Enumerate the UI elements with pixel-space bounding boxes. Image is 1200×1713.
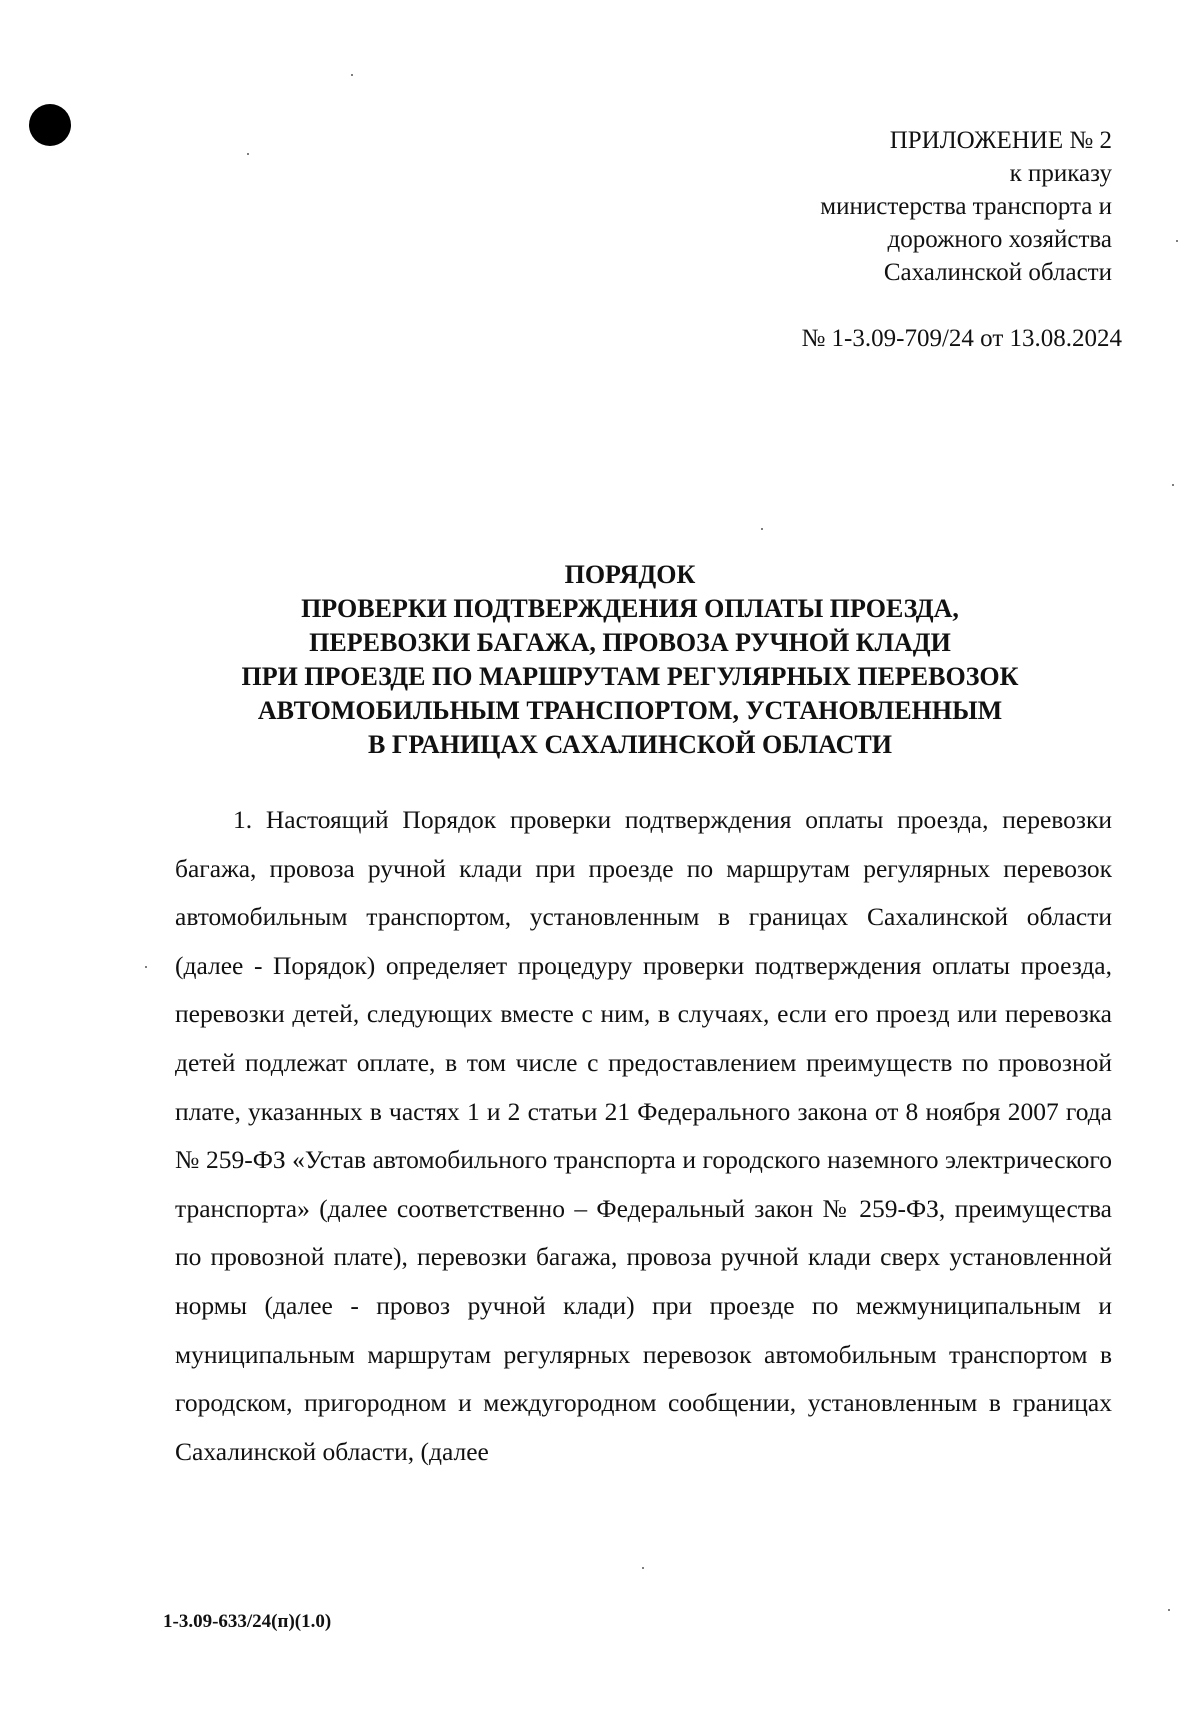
attachment-heading: ПРИЛОЖЕНИЕ № 2 [889,127,1112,154]
title-line: ПРИ ПРОЕЗДЕ ПО МАРШРУТАМ РЕГУЛЯРНЫХ ПЕРЕВОЗОК [241,662,1019,691]
order-number: № 1-3.09-709/24 от 13.08.2024 [801,325,1122,352]
scan-speck [247,153,249,155]
attachment-block [592,124,1112,289]
scan-speck [1176,240,1178,242]
title-line: ПЕРЕВОЗКИ БАГАЖА, ПРОВОЗА РУЧНОЙ КЛАДИ [309,628,951,657]
title-line: ПОРЯДОК [564,560,696,589]
attachment-line: министерства транспорта и [820,193,1112,220]
title-line: ПРОВЕРКИ ПОДТВЕРЖДЕНИЯ ОПЛАТЫ ПРОЕЗДА, [301,594,959,623]
attachment-line: Сахалинской области [883,259,1112,286]
scan-speck [761,528,763,530]
scan-speck [1168,1609,1170,1611]
scan-speck [642,1567,644,1569]
scan-speck [351,74,353,76]
document-title [200,558,1060,762]
punch-hole-mark [29,104,71,146]
title-line: АВТОМОБИЛЬНЫМ ТРАНСПОРТОМ, УСТАНОВЛЕННЫМ [257,696,1003,725]
attachment-line: к приказу [1009,160,1112,187]
scan-speck [1172,484,1174,486]
attachment-line: дорожного хозяйства [887,226,1112,253]
footer-document-code: 1-3.09-633/24(п)(1.0) [163,1611,332,1632]
body-paragraph: 1. Настоящий Порядок проверки подтверждения оплаты проезда, перевозки багажа, провоза ручной клади при проезде по маршрутам регулярных перевозок автомобильным транспортом, установленным в границах Сахалинской области (далее - Порядок) определяет процедуру проверки подтверждения оплаты проезда, перевозки детей, следующих вместе с ним, в случаях, если его проезд или перевозка детей подлежат оплате, в том числе с предоставлением преимуществ по провозной плате, указанных в частях 1 и 2 статьи 21 Федерального закона от 8 ноября 2007 года № 259-ФЗ «Устав автомобильного транспорта и городского наземного электрического транспорта» (далее соответственно – Федеральный закон № 259-ФЗ, преимущества по провозной плате), перевозки багажа, провоза ручной клади сверх установленной нормы (далее - провоз ручной клади) при проезде по межмуниципальным и муниципальным маршрутам регулярных перевозок автомобильным транспортом в городском, пригородном и междугородном сообщении, установленным в границах Сахалинской области, (далее [175,805,1112,1466]
scan-speck [145,966,147,968]
title-line: В ГРАНИЦАХ САХАЛИНСКОЙ ОБЛАСТИ [368,730,892,759]
